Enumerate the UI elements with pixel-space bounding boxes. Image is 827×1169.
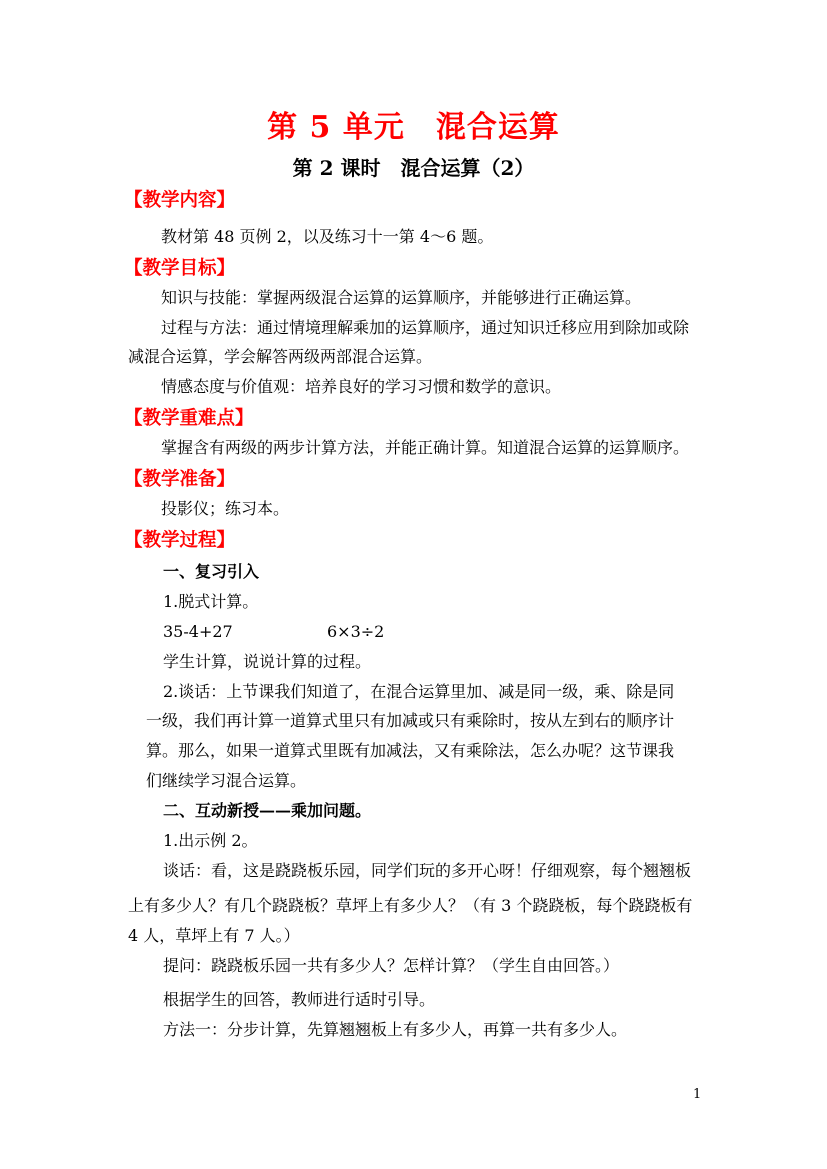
- goal-line-2b: 减混合运算，学会解答两级两部混合运算。: [128, 347, 433, 366]
- process-line: 4 人，草坪上有 7 人。）: [128, 926, 300, 945]
- heading-prep: 【教学准备】: [124, 469, 236, 490]
- process-line: 提问：跷跷板乐园一共有多少人？怎样计算？（学生自由回答。）: [163, 956, 620, 975]
- heading-content: 【教学内容】: [124, 190, 236, 211]
- process-line: 1.出示例 2。: [163, 831, 258, 850]
- process-line: 1.脱式计算。: [163, 592, 259, 611]
- process-line: 们继续学习混合运算。: [146, 771, 307, 790]
- process-line: 算。那么，如果一道算式里既有加减法，又有乘除法，怎么办呢？这节课我: [146, 741, 675, 760]
- process-line: 学生计算，说说计算的过程。: [163, 652, 372, 671]
- page-title: 第 5 单元 混合运算: [267, 110, 560, 145]
- process-line: 谈话：看，这是跷跷板乐园，同学们玩的多开心呀！仔细观察，每个翘翘板: [163, 861, 692, 880]
- heading-key-points: 【教学重难点】: [124, 408, 254, 429]
- goal-line-1: 知识与技能：掌握两级混合运算的运算顺序，并能够进行正确运算。: [161, 288, 642, 307]
- process-line: 上有多少人？有几个跷跷板？草坪上有多少人？（有 3 个跷跷板，每个跷跷板有: [128, 896, 693, 915]
- key-point-line: 掌握含有两级的两步计算方法，并能正确计算。知道混合运算的运算顺序。: [161, 438, 690, 457]
- expression-a: 35-4+27: [163, 622, 233, 641]
- heading-goals: 【教学目标】: [124, 258, 236, 279]
- part-1-title: 一、复习引入: [163, 562, 260, 581]
- part-2-title: 二、互动新授——乘加问题。: [163, 801, 372, 820]
- process-line: 一级，我们再计算一道算式里只有加减或只有乘除时，按从左到右的顺序计: [146, 711, 675, 730]
- expression-b: 6×3÷2: [327, 622, 385, 641]
- process-line: 方法一：分步计算，先算翘翘板上有多少人，再算一共有多少人。: [163, 1020, 628, 1039]
- goal-line-2a: 过程与方法：通过情境理解乘加的运算顺序，通过知识迁移应用到除加或除: [161, 318, 690, 337]
- process-line: 2.谈话：上节课我们知道了，在混合运算里加、减是同一级，乘、除是同: [163, 682, 675, 701]
- prep-line: 投影仪；练习本。: [161, 499, 290, 518]
- page-number: 1: [693, 1087, 702, 1102]
- content-line: 教材第 48 页例 2，以及练习十一第 4～6 题。: [161, 227, 494, 246]
- goal-line-3: 情感态度与价值观：培养良好的学习习惯和数学的意识。: [161, 377, 562, 396]
- process-line: 根据学生的回答，教师进行适时引导。: [163, 990, 436, 1009]
- lesson-subtitle: 第 2 课时 混合运算（2）: [292, 156, 535, 180]
- heading-process: 【教学过程】: [124, 530, 236, 551]
